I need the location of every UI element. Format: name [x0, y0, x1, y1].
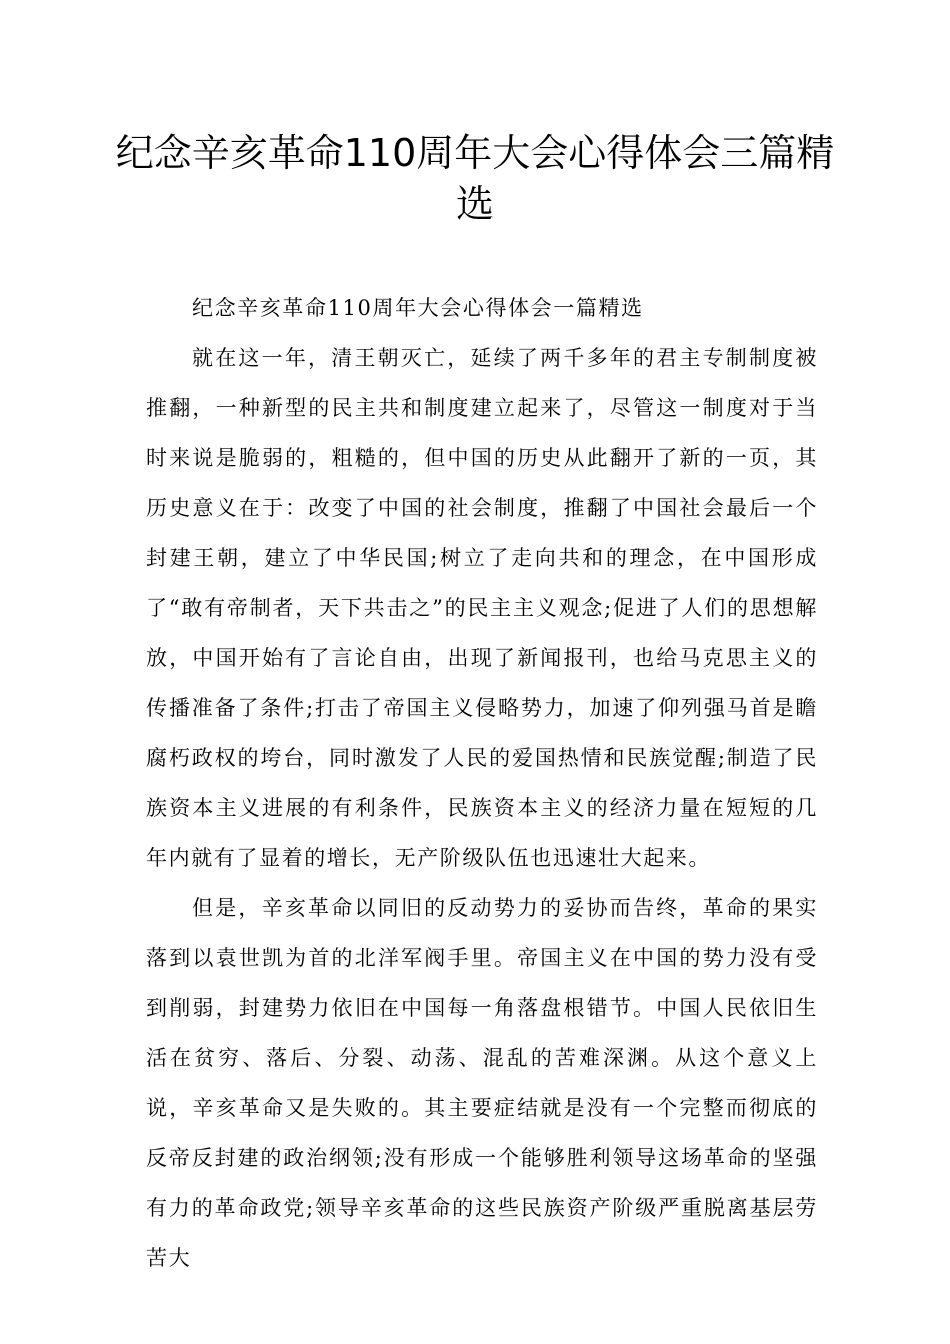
- section-heading: 纪念辛亥革命110周年大会心得体会一篇精选: [192, 296, 644, 320]
- body-paragraph: 但是，辛亥革命以同旧的反动势力的妥协而告终，革命的果实落到以袁世凯为首的北洋军阀手里。帝国主义在中国的势力没有受到削弱，封建势力依旧在中国每一角落盘根错节。中国人民依旧生活在贫穷、落后、分裂、动荡、混乱的苦难深渊。从这个意义上说，辛亥革命又是失败的。其主要症结就是没有一个完整而彻底的反帝反封建的政治纲领;没有形成一个能够胜利领导这场革命的坚强有力的革命政党;领导辛亥革命的这些民族资产阶级严重脱离基层劳苦大: [146, 896, 818, 1270]
- document-title: 纪念辛亥革命110周年大会心得体会三篇精选: [115, 131, 835, 226]
- body-paragraph: 就在这一年，清王朝灭亡，延续了两千多年的君主专制制度被推翻，一种新型的民主共和制度建立起来了，尽管这一制度对于当时来说是脆弱的，粗糙的，但中国的历史从此翻开了新的一页，其历史意义在于：改变了中国的社会制度，推翻了中国社会最后一个封建王朝，建立了中华民国;树立了走向共和的理念，在中国形成了“敢有帝制者，天下共击之”的民主主义观念;促进了人们的思想解放，中国开始有了言论自由，出现了新闻报刊，也给马克思主义的传播准备了条件;打击了帝国主义侵略势力，加速了仰列强马首是瞻腐朽政权的垮台，同时激发了人民的爱国热情和民族觉醒;制造了民族资本主义进展的有利条件，民族资本主义的经济力量在短短的几年内就有了显着的增长，无产阶级队伍也迅速壮大起来。: [146, 346, 818, 870]
- document-body: [146, 283, 818, 1283]
